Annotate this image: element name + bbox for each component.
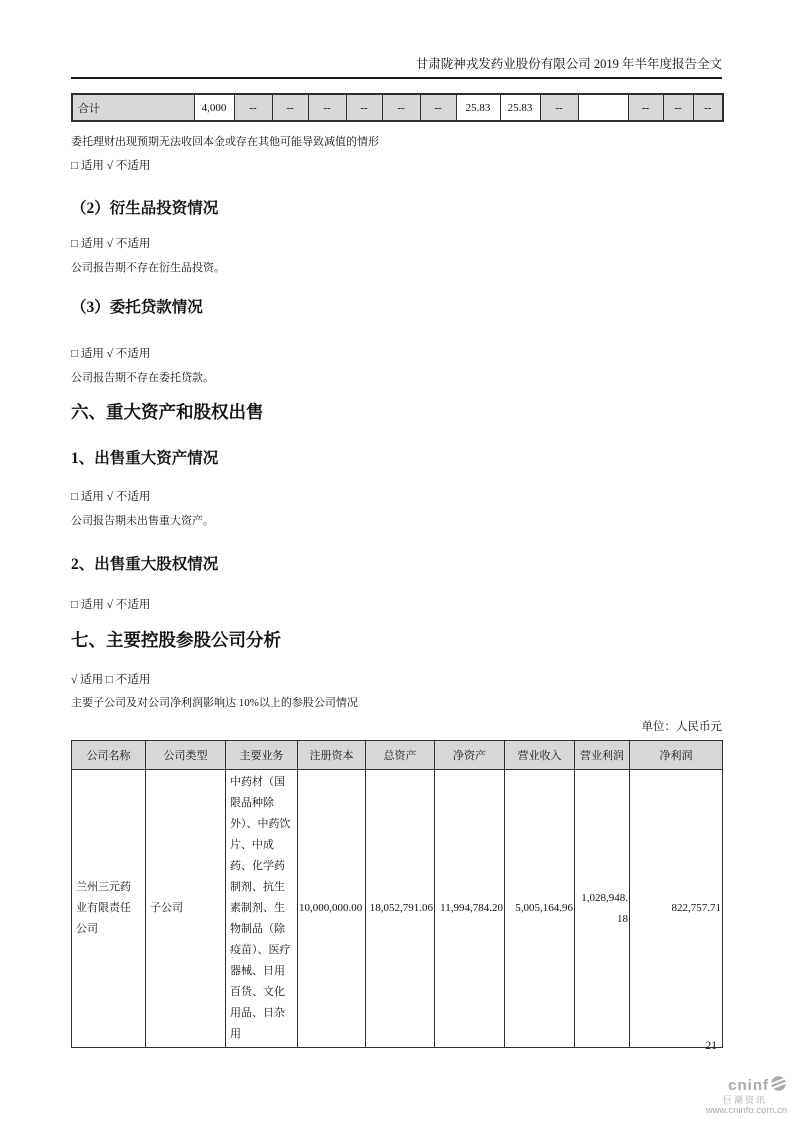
- subsidiary-operating-profit: 1,028,948.18: [575, 770, 630, 1048]
- col-header-main-business: 主要业务: [226, 741, 298, 770]
- cninfo-chinese-name: 巨潮资讯: [722, 1094, 767, 1105]
- subsidiaries-table: [71, 740, 723, 1048]
- subsidiaries-intro: 主要子公司及对公司净利润影响达 10%以上的参股公司情况: [71, 697, 358, 709]
- applicability-line: □ 适用 √ 不适用: [71, 238, 151, 250]
- cninfo-globe-icon: [770, 1075, 787, 1097]
- total-cell: --: [628, 94, 663, 121]
- total-cell: --: [420, 94, 456, 121]
- col-header-company-type: 公司类型: [146, 741, 226, 770]
- col-header-revenue: 营业收入: [505, 741, 575, 770]
- section-subsidiaries-heading: 七、主要控股参股公司分析: [71, 630, 281, 650]
- subsection-equity-sale-heading: 2、出售重大股权情况: [71, 556, 219, 573]
- cninfo-logo: [706, 1075, 787, 1117]
- applicability-line: □ 适用 √ 不适用: [71, 348, 151, 360]
- header-divider: [71, 77, 722, 79]
- subsidiaries-header-row: [72, 741, 723, 770]
- section-major-assets-heading: 六、重大资产和股权出售: [71, 402, 264, 422]
- section-entrusted-loans-heading: （3）委托贷款情况: [71, 299, 203, 316]
- total-row: [72, 94, 723, 121]
- wealth-management-total-table: [71, 93, 724, 122]
- subsidiary-revenue: 5,005,164.96: [505, 770, 575, 1048]
- total-cell: --: [346, 94, 382, 121]
- total-cell: --: [663, 94, 693, 121]
- derivatives-body: 公司报告期不存在衍生品投资。: [71, 262, 225, 274]
- subsidiary-total-assets: 18,052,791.06: [366, 770, 435, 1048]
- applicability-line-applicable: √ 适用 □ 不适用: [71, 674, 151, 686]
- total-cell: 25.83: [500, 94, 540, 121]
- col-header-company-name: 公司名称: [72, 741, 146, 770]
- total-cell: --: [234, 94, 272, 121]
- subsidiary-registered-capital: 10,000,000.00: [298, 770, 366, 1048]
- page-number: 21: [705, 1040, 717, 1052]
- total-cell-empty: [578, 94, 628, 121]
- entrust-impairment-note: 委托理财出现预期无法收回本金或存在其他可能导致减值的情形: [71, 136, 379, 148]
- subsidiary-net-profit: 822,757.71: [630, 770, 723, 1048]
- col-header-net-profit: 净利润: [630, 741, 723, 770]
- asset-sale-body: 公司报告期未出售重大资产。: [71, 515, 214, 527]
- currency-unit-label: 单位：人民币元: [641, 721, 722, 733]
- subsidiary-row: [72, 770, 723, 1048]
- applicability-line: □ 适用 √ 不适用: [71, 160, 151, 172]
- total-cell: --: [540, 94, 578, 121]
- applicability-line: □ 适用 √ 不适用: [71, 599, 151, 611]
- subsidiary-name: 兰州三元药业有限责任公司: [72, 770, 146, 1048]
- entrusted-loans-body: 公司报告期不存在委托贷款。: [71, 372, 214, 384]
- total-cell: --: [382, 94, 420, 121]
- total-row-label: 合计: [72, 94, 194, 121]
- subsection-asset-sale-heading: 1、出售重大资产情况: [71, 450, 219, 467]
- section-derivatives-heading: （2）衍生品投资情况: [71, 200, 219, 217]
- col-header-total-assets: 总资产: [366, 741, 435, 770]
- total-cell: 25.83: [456, 94, 500, 121]
- subsidiary-business: 中药材（国限品种除外）、中药饮片、中成药、化学药制剂、抗生素制剂、生物制品（除疫苗）、医疗器械、日用百货、文化用品、日杂用: [226, 770, 298, 1048]
- subsidiary-net-assets: 11,994,784.20: [435, 770, 505, 1048]
- total-cell: 4,000: [194, 94, 234, 121]
- cninfo-url: www.cninfo.com.cn: [705, 1105, 787, 1117]
- cninfo-brand-text: cninf: [728, 1076, 769, 1094]
- subsidiary-type: 子公司: [146, 770, 226, 1048]
- applicability-line: □ 适用 √ 不适用: [71, 491, 151, 503]
- total-cell: --: [272, 94, 308, 121]
- total-cell: --: [308, 94, 346, 121]
- report-header-title: 甘肃陇神戎发药业股份有限公司 2019 年半年度报告全文: [415, 57, 722, 71]
- total-cell: --: [693, 94, 723, 121]
- col-header-net-assets: 净资产: [435, 741, 505, 770]
- col-header-operating-profit: 营业利润: [575, 741, 630, 770]
- col-header-registered-capital: 注册资本: [298, 741, 366, 770]
